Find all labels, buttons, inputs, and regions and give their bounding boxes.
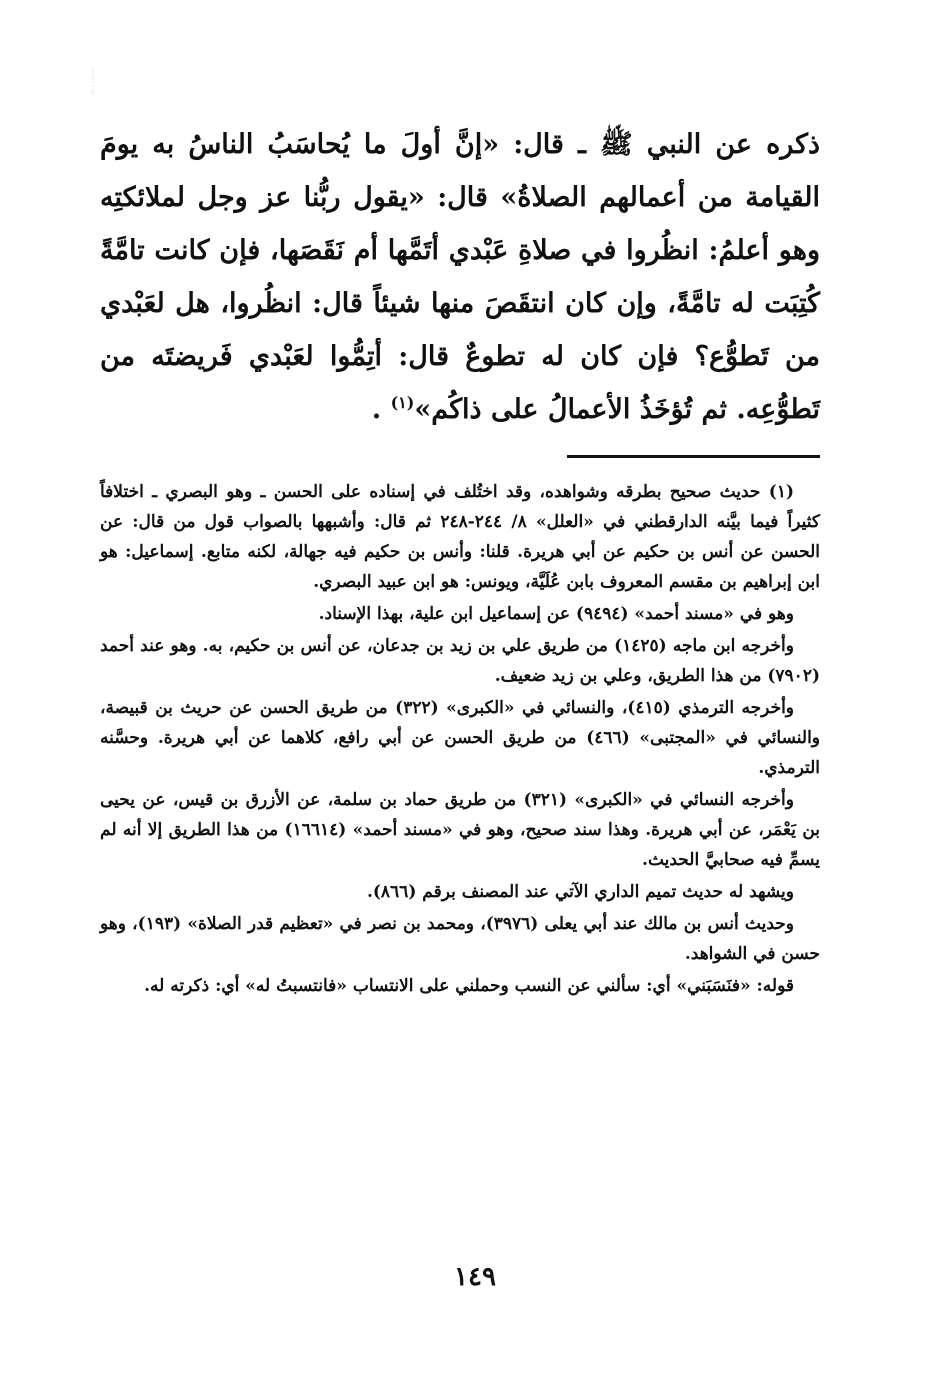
- footnote-paragraph: وأخرجه الترمذي (٤١٥)، والنسائي في «الكبرى» (٣٢٢) من طريق الحسن عن حريث بن قبيصة، والنسائي في «المجتبى» (٤٦٦) من طريق الحسن عن أبي رافع، كلاهما عن أبي هريرة. وحسَّنه الترمذي.: [100, 698, 821, 778]
- main-paragraph-end: .: [371, 394, 391, 425]
- footnote-paragraph: قوله: «فنَسَبَني» أي: سألني عن النسب وحملني على الانتساب «فانتسبتُ له» أي: ذكرته له.: [144, 976, 794, 996]
- main-paragraph-text: ذكره عن النبي ﷺ ـ قال: «إنَّ أولَ ما يُحاسَبُ الناسُ به يومَ القيامة من أعمالهم الصلاةُ» قال: «يقول ربُّنا عز وجل لملائكتِه وهو أعلمُ: انظُروا في صلاةِ عَبْدي أتَمَّها أم نَقَصَها، فإن كانت تامَّةً كُتِبَت له تامَّةً، وإن كان انتقَصَ منها شيئاً قال: انظُروا، هل لعَبْدي من تَطوُّع؟ فإن كان له تطوعٌ قال: أتِمُّوا لعَبْدي فَريضتَه من تَطوُّعِه. ثم تُؤخَذُ الأعمالُ على ذاكُم»: [100, 129, 820, 425]
- footnote-paragraph: وحديث أنس بن مالك عند أبي يعلى (٣٩٧٦)، ومحمد بن نصر في «تعظيم قدر الصلاة» (١٩٣)، وهو حسن في الشواهد.: [100, 914, 820, 964]
- page-number: ١٤٩: [454, 1262, 496, 1292]
- footnote-paragraph: وأخرجه النسائي في «الكبرى» (٣٢١) من طريق حماد بن سلمة، عن الأزرق بن قيس، عن يحيى بن يَعْمَر، عن أبي هريرة. وهذا سند صحيح، وهو في «مسند أحمد» (١٦٦١٤) من هذا الطريق إلا أنه لم يسمِّ فيه صحابيَّ الحديث.: [100, 790, 820, 870]
- footnote-marker: (١): [390, 393, 415, 412]
- main-paragraph: [100, 118, 820, 436]
- main-body-text: [100, 118, 820, 436]
- margin-scan-mark: ⁝ ⁝ ⁚ ⁝: [92, 67, 95, 96]
- footnotes-section: [100, 477, 820, 1003]
- footnote-paragraph: (١) حديث صحيح بطرقه وشواهده، وقد اختُلف في إسناده على الحسن ـ وهو البصري ـ اختلافاً كثيراً فيما بيَّنه الدارقطني في «العلل» ٨/ ٢٤٤-٢٤٨ ثم قال: وأشبهها بالصواب قول من قال: عن الحسن عن أنس بن حكيم عن أبي هريرة. قلنا: وأنس بن حكيم فيه جهالة، لكنه متابع. إسماعيل: هو ابن إبراهيم بن مقسم المعروف بابن عُلَيَّة، ويونس: هو ابن عبيد البصري.: [100, 482, 820, 592]
- footnote-paragraph: ويشهد له حديث تميم الداري الآتي عند المصنف برقم (٨٦٦).: [366, 882, 794, 902]
- footnote-separator: [567, 455, 820, 458]
- footnote-paragraph: وهو في «مسند أحمد» (٩٤٩٤) عن إسماعيل ابن علية، بهذا الإسناد.: [318, 604, 794, 624]
- footnote-paragraph: وأخرجه ابن ماجه (١٤٢٥) من طريق علي بن زيد بن جدعان، عن أنس بن حكيم، به. وهو عند أحمد (٧٩٠٢) من هذا الطريق، وعلي بن زيد ضعيف.: [100, 636, 820, 686]
